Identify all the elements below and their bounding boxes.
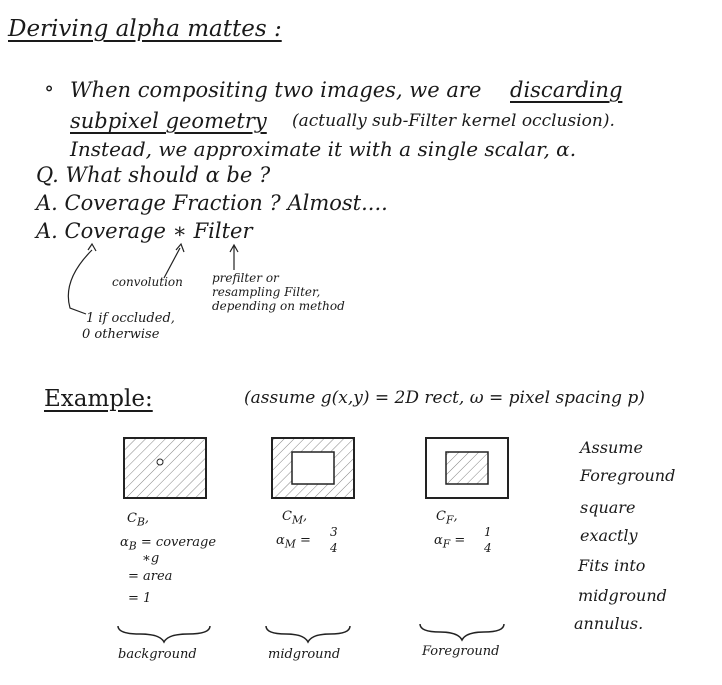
answer-line-2: A. Coverage ∗ Filter <box>36 219 253 243</box>
side-note-1: Assume <box>580 438 643 457</box>
side-note-3: square <box>580 498 636 517</box>
mid-fraction-num: 3 <box>330 525 338 539</box>
fg-fraction-num: 1 <box>484 525 492 539</box>
bullet-line-1: When compositing two images, we are <box>70 78 482 102</box>
annotation-prefilter-1: prefilter or <box>212 271 279 285</box>
mid-alpha-label: $\alpha_M$ = <box>276 533 311 551</box>
brace-foreground <box>420 624 504 640</box>
fg-alpha-label: $\alpha_F$ = <box>434 533 466 551</box>
page-title: Deriving alpha mattes : <box>8 16 282 42</box>
brace-label-midground: midground <box>268 647 341 662</box>
annotation-coverage-1: 1 if occluded, <box>86 311 175 326</box>
arrow-coverage-def <box>68 250 92 314</box>
question-line: Q. What should α be ? <box>36 163 271 187</box>
side-note-6: midground <box>578 586 667 605</box>
bg-value-one: = 1 <box>128 591 152 606</box>
brace-label-foreground: Foreground <box>422 644 500 659</box>
background-box <box>124 438 206 498</box>
example-label: Example: <box>44 386 153 412</box>
bullet-emphasis-discarding: discarding <box>510 78 623 102</box>
foreground-box <box>426 438 508 498</box>
side-note-7: annulus. <box>574 614 644 633</box>
bullet-line-2-rest: (actually sub-Filter kernel occlusion). <box>292 111 615 131</box>
annotation-prefilter-3: depending on method <box>212 299 345 313</box>
brace-midground <box>266 626 350 642</box>
side-note-2: Foreground <box>580 466 676 485</box>
mid-fraction-den: 4 <box>330 541 338 555</box>
bullet-icon: ∘ <box>44 76 55 100</box>
brace-background <box>118 626 210 642</box>
fg-c-label: $C_F$, <box>436 509 458 527</box>
side-note-4: exactly <box>580 526 638 545</box>
annotation-convolution: convolution <box>112 275 183 289</box>
annotation-prefilter-2: resampling Filter, <box>212 285 321 299</box>
arrow-convolution <box>164 248 180 278</box>
side-note-5: Fits into <box>578 556 646 575</box>
bg-alpha-label: $\alpha_B$ = coverage <box>120 535 217 553</box>
midground-box <box>272 438 354 498</box>
annotation-coverage-2: 0 otherwise <box>82 327 160 342</box>
bg-value-area: = area <box>128 569 173 584</box>
fg-fraction-den: 4 <box>484 541 492 555</box>
bg-value-g: ∗g <box>142 551 160 566</box>
bullet-line-3: Instead, we approximate it with a single scalar, α. <box>70 137 577 161</box>
brace-label-background: background <box>118 647 197 662</box>
bullet-emphasis-subpixel: subpixel geometry <box>70 109 267 133</box>
answer-line-1: A. Coverage Fraction ? Almost.... <box>36 191 388 215</box>
bg-c-label: $C_B$, <box>127 511 150 529</box>
mid-c-label: $C_M$, <box>282 509 308 527</box>
example-assumption: (assume g(x,y) = 2D rect, ω = pixel spacing p) <box>244 388 645 408</box>
